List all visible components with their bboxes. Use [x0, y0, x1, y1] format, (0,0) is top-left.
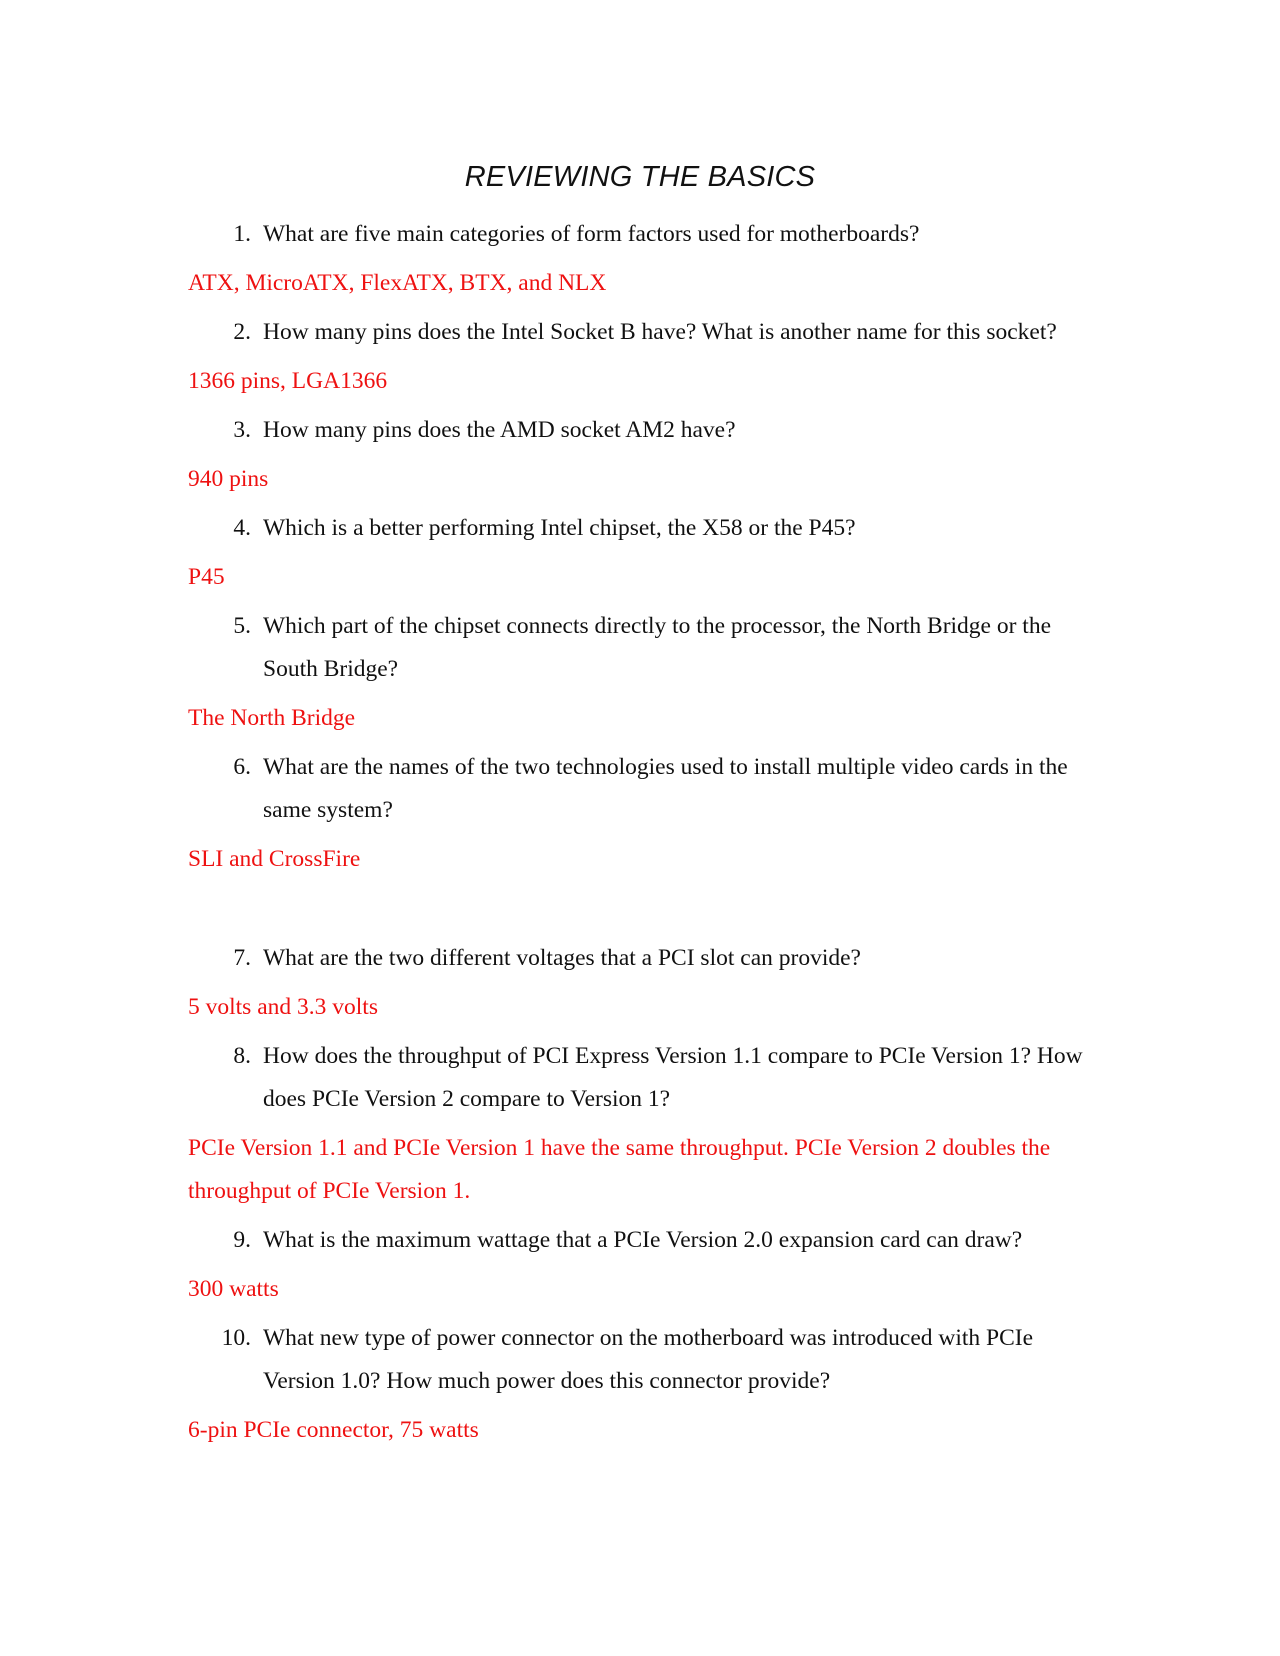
spacer [188, 887, 1108, 937]
question-10 [188, 1317, 1108, 1403]
question-4 [188, 507, 1108, 550]
answer-2: 1366 pins, LGA1366 [188, 368, 388, 394]
question-text: How does the throughput of PCI Express Version 1.1 compare to PCIe Version 1? How does PCIe Version 2 compare to Version 1? [263, 1043, 1083, 1112]
question-3 [188, 409, 1108, 452]
question-number: 3. [233, 417, 251, 443]
answer-7: 5 volts and 3.3 volts [188, 994, 378, 1020]
question-8 [188, 1035, 1108, 1121]
question-number: 1. [233, 221, 251, 247]
question-number: 9. [233, 1227, 251, 1253]
question-1 [188, 213, 1108, 256]
answer-3: 940 pins [188, 466, 269, 492]
question-text: What are the names of the two technologies used to install multiple video cards in the same system? [263, 754, 1068, 823]
question-text: What are five main categories of form factors used for motherboards? [263, 221, 920, 247]
question-9 [188, 1219, 1108, 1262]
answer-1: ATX, MicroATX, FlexATX, BTX, and NLX [188, 270, 607, 296]
question-text: What are the two different voltages that a PCI slot can provide? [263, 945, 861, 971]
question-text: How many pins does the Intel Socket B have? What is another name for this socket? [263, 319, 1057, 345]
question-text: What is the maximum wattage that a PCIe Version 2.0 expansion card can draw? [263, 1227, 1023, 1253]
question-5 [188, 605, 1108, 691]
question-number: 7. [233, 945, 251, 971]
page-title: REVIEWING THE BASICS [464, 161, 816, 193]
question-text: Which is a better performing Intel chipset, the X58 or the P45? [263, 515, 856, 541]
question-list [188, 213, 1108, 1458]
question-7 [188, 937, 1108, 980]
question-number: 8. [233, 1043, 251, 1069]
answer-8: PCIe Version 1.1 and PCIe Version 1 have the same throughput. PCIe Version 2 doubles the throughput of PCIe Version 1. [188, 1135, 1051, 1204]
answer-5: The North Bridge [188, 705, 356, 731]
question-text: What new type of power connector on the motherboard was introduced with PCIe Version 1.0? How much power does this connector provide? [263, 1325, 1034, 1394]
answer-4: P45 [188, 564, 225, 590]
question-number: 6. [233, 754, 251, 780]
answer-9: 300 watts [188, 1276, 279, 1302]
question-2 [188, 311, 1108, 354]
question-text: How many pins does the AMD socket AM2 have? [263, 417, 736, 443]
question-6 [188, 746, 1108, 832]
answer-10: 6-pin PCIe connector, 75 watts [188, 1417, 479, 1443]
question-number: 2. [233, 319, 251, 345]
answer-6: SLI and CrossFire [188, 846, 361, 872]
question-number: 4. [233, 515, 251, 541]
question-number: 10. [221, 1325, 251, 1351]
question-text: Which part of the chipset connects directly to the processor, the North Bridge or the South Bridge? [263, 613, 1052, 682]
question-number: 5. [233, 613, 251, 639]
